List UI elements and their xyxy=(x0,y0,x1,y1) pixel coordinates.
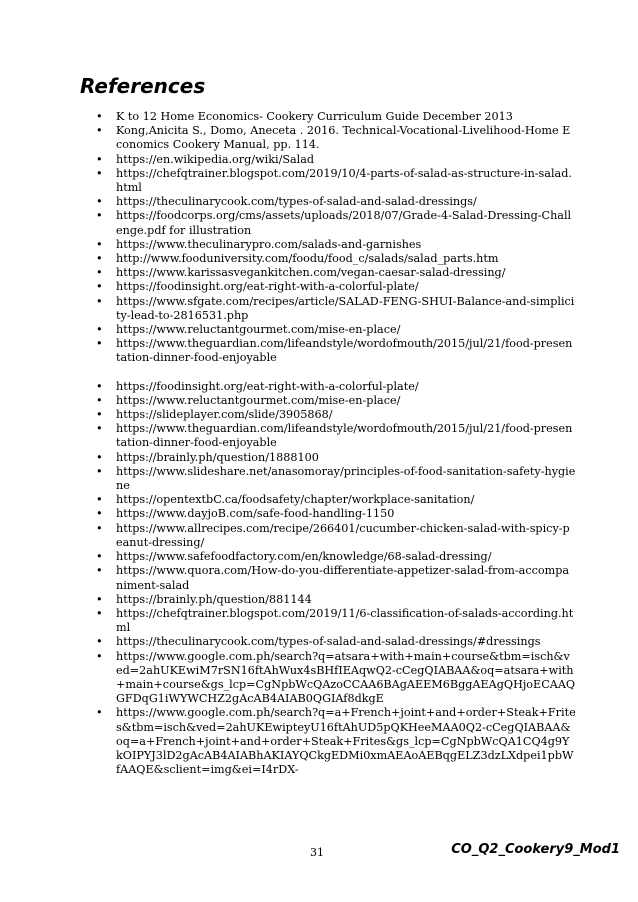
reference-item: • https://theculinarycook.com/types-of-salad-and-salad-dressings/#dressings xyxy=(96,635,576,649)
reference-item: • https://slideplayer.com/slide/3905868/ xyxy=(96,408,576,422)
reference-item: • Kong,Anicita S., Domo, Aneceta . 2016. Technical-Vocational-Livelihood-Home Economics Cookery Manual, pp. 114. xyxy=(96,124,576,152)
reference-item: • https://foodinsight.org/eat-right-with-a-colorful-plate/ xyxy=(96,280,576,294)
reference-item: • https://theculinarycook.com/types-of-salad-and-salad-dressings/ xyxy=(96,195,576,209)
reference-item: • https://www.theguardian.com/lifeandstyle/wordofmouth/2015/jul/21/food-presentation-dinner-food-enjoyable xyxy=(96,337,576,365)
reference-item: • https://www.safefoodfactory.com/en/knowledge/68-salad-dressing/ xyxy=(96,550,576,564)
reference-item: • https://www.reluctantgourmet.com/mise-en-place/ xyxy=(96,394,576,408)
reference-item: • https://foodcorps.org/cms/assets/uploads/2018/07/Grade-4-Salad-Dressing-Challenge.pdf for illustration xyxy=(96,209,576,237)
reference-item: • https://opentextbC.ca/foodsafety/chapter/workplace-sanitation/ xyxy=(96,493,576,507)
reference-item: • http://www.fooduniversity.com/foodu/food_c/salads/salad_parts.htm xyxy=(96,252,576,266)
reference-item: • https://en.wikipedia.org/wiki/Salad xyxy=(96,153,576,167)
reference-item: • https://www.theguardian.com/lifeandstyle/wordofmouth/2015/jul/21/food-presentation-dinner-food-enjoyable xyxy=(96,422,576,450)
reference-item: • https://www.slideshare.net/anasomoray/principles-of-food-sanitation-safety-hygiene xyxy=(96,465,576,493)
references-list xyxy=(96,110,576,777)
page-title: References xyxy=(80,74,206,98)
reference-item: • https://chefqtrainer.blogspot.com/2019/10/4-parts-of-salad-as-structure-in-salad.html xyxy=(96,167,576,195)
reference-item: • https://www.allrecipes.com/recipe/266401/cucumber-chicken-salad-with-spicy-peanut-dressing/ xyxy=(96,522,576,550)
reference-item: • K to 12 Home Economics- Cookery Curriculum Guide December 2013 xyxy=(96,110,576,124)
reference-item: • https://www.google.com.ph/search?q=a+French+joint+and+order+Steak+Frites&tbm=isch&ved=2ahUKEwipteyU16ftAhUD5pQKHeeMAA0Q2-cCegQIABAA&oq=a+French+joint+and+order+Steak+Frites&gs_lcp=CgNpbWcQA1CQ4g9YkOIPYJ3lD2gAcAB4AIABhAKIAYQCkgEDMi0xmAEAoAEBqgELZ3dzLXdpei1pbWfAAQE&sclient=img&ei=I4rDX- xyxy=(96,706,576,777)
reference-item: • https://chefqtrainer.blogspot.com/2019/11/6-classification-of-salads-according.html xyxy=(96,607,576,635)
reference-item: • https://www.quora.com/How-do-you-differentiate-appetizer-salad-from-accompaniment-salad xyxy=(96,564,576,592)
reference-item: • https://brainly.ph/question/1888100 xyxy=(96,451,576,465)
reference-item: • https://www.theculinarypro.com/salads-and-garnishes xyxy=(96,238,576,252)
reference-item: • https://www.reluctantgourmet.com/mise-en-place/ xyxy=(96,323,576,337)
list-spacer xyxy=(96,366,576,380)
reference-item: • https://foodinsight.org/eat-right-with-a-colorful-plate/ xyxy=(96,380,576,394)
module-code: CO_Q2_Cookery9_Mod1 xyxy=(451,842,620,857)
reference-item: • https://brainly.ph/question/881144 xyxy=(96,593,576,607)
reference-item: • https://www.google.com.ph/search?q=atsara+with+main+course&tbm=isch&ved=2ahUKEwiM7rSN16ftAhWux4sBHfIEAqwQ2-cCegQIABAA&oq=atsara+with+main+course&gs_lcp=CgNpbWcQAzoCCAA6BAgAEEM6BggAEAgQHjoECAAQGFDqG1iWYWCHZ2gAcAB4AIAB0QGIAf8dkgE xyxy=(96,650,576,707)
reference-item: • https://www.dayjoB.com/safe-food-handling-1150 xyxy=(96,507,576,521)
reference-item: • https://www.karissasvegankitchen.com/vegan-caesar-salad-dressing/ xyxy=(96,266,576,280)
reference-item: • https://www.sfgate.com/recipes/article/SALAD-FENG-SHUI-Balance-and-simplicity-lead-to-2816531.php xyxy=(96,295,576,323)
page-number: 31 xyxy=(310,846,324,859)
